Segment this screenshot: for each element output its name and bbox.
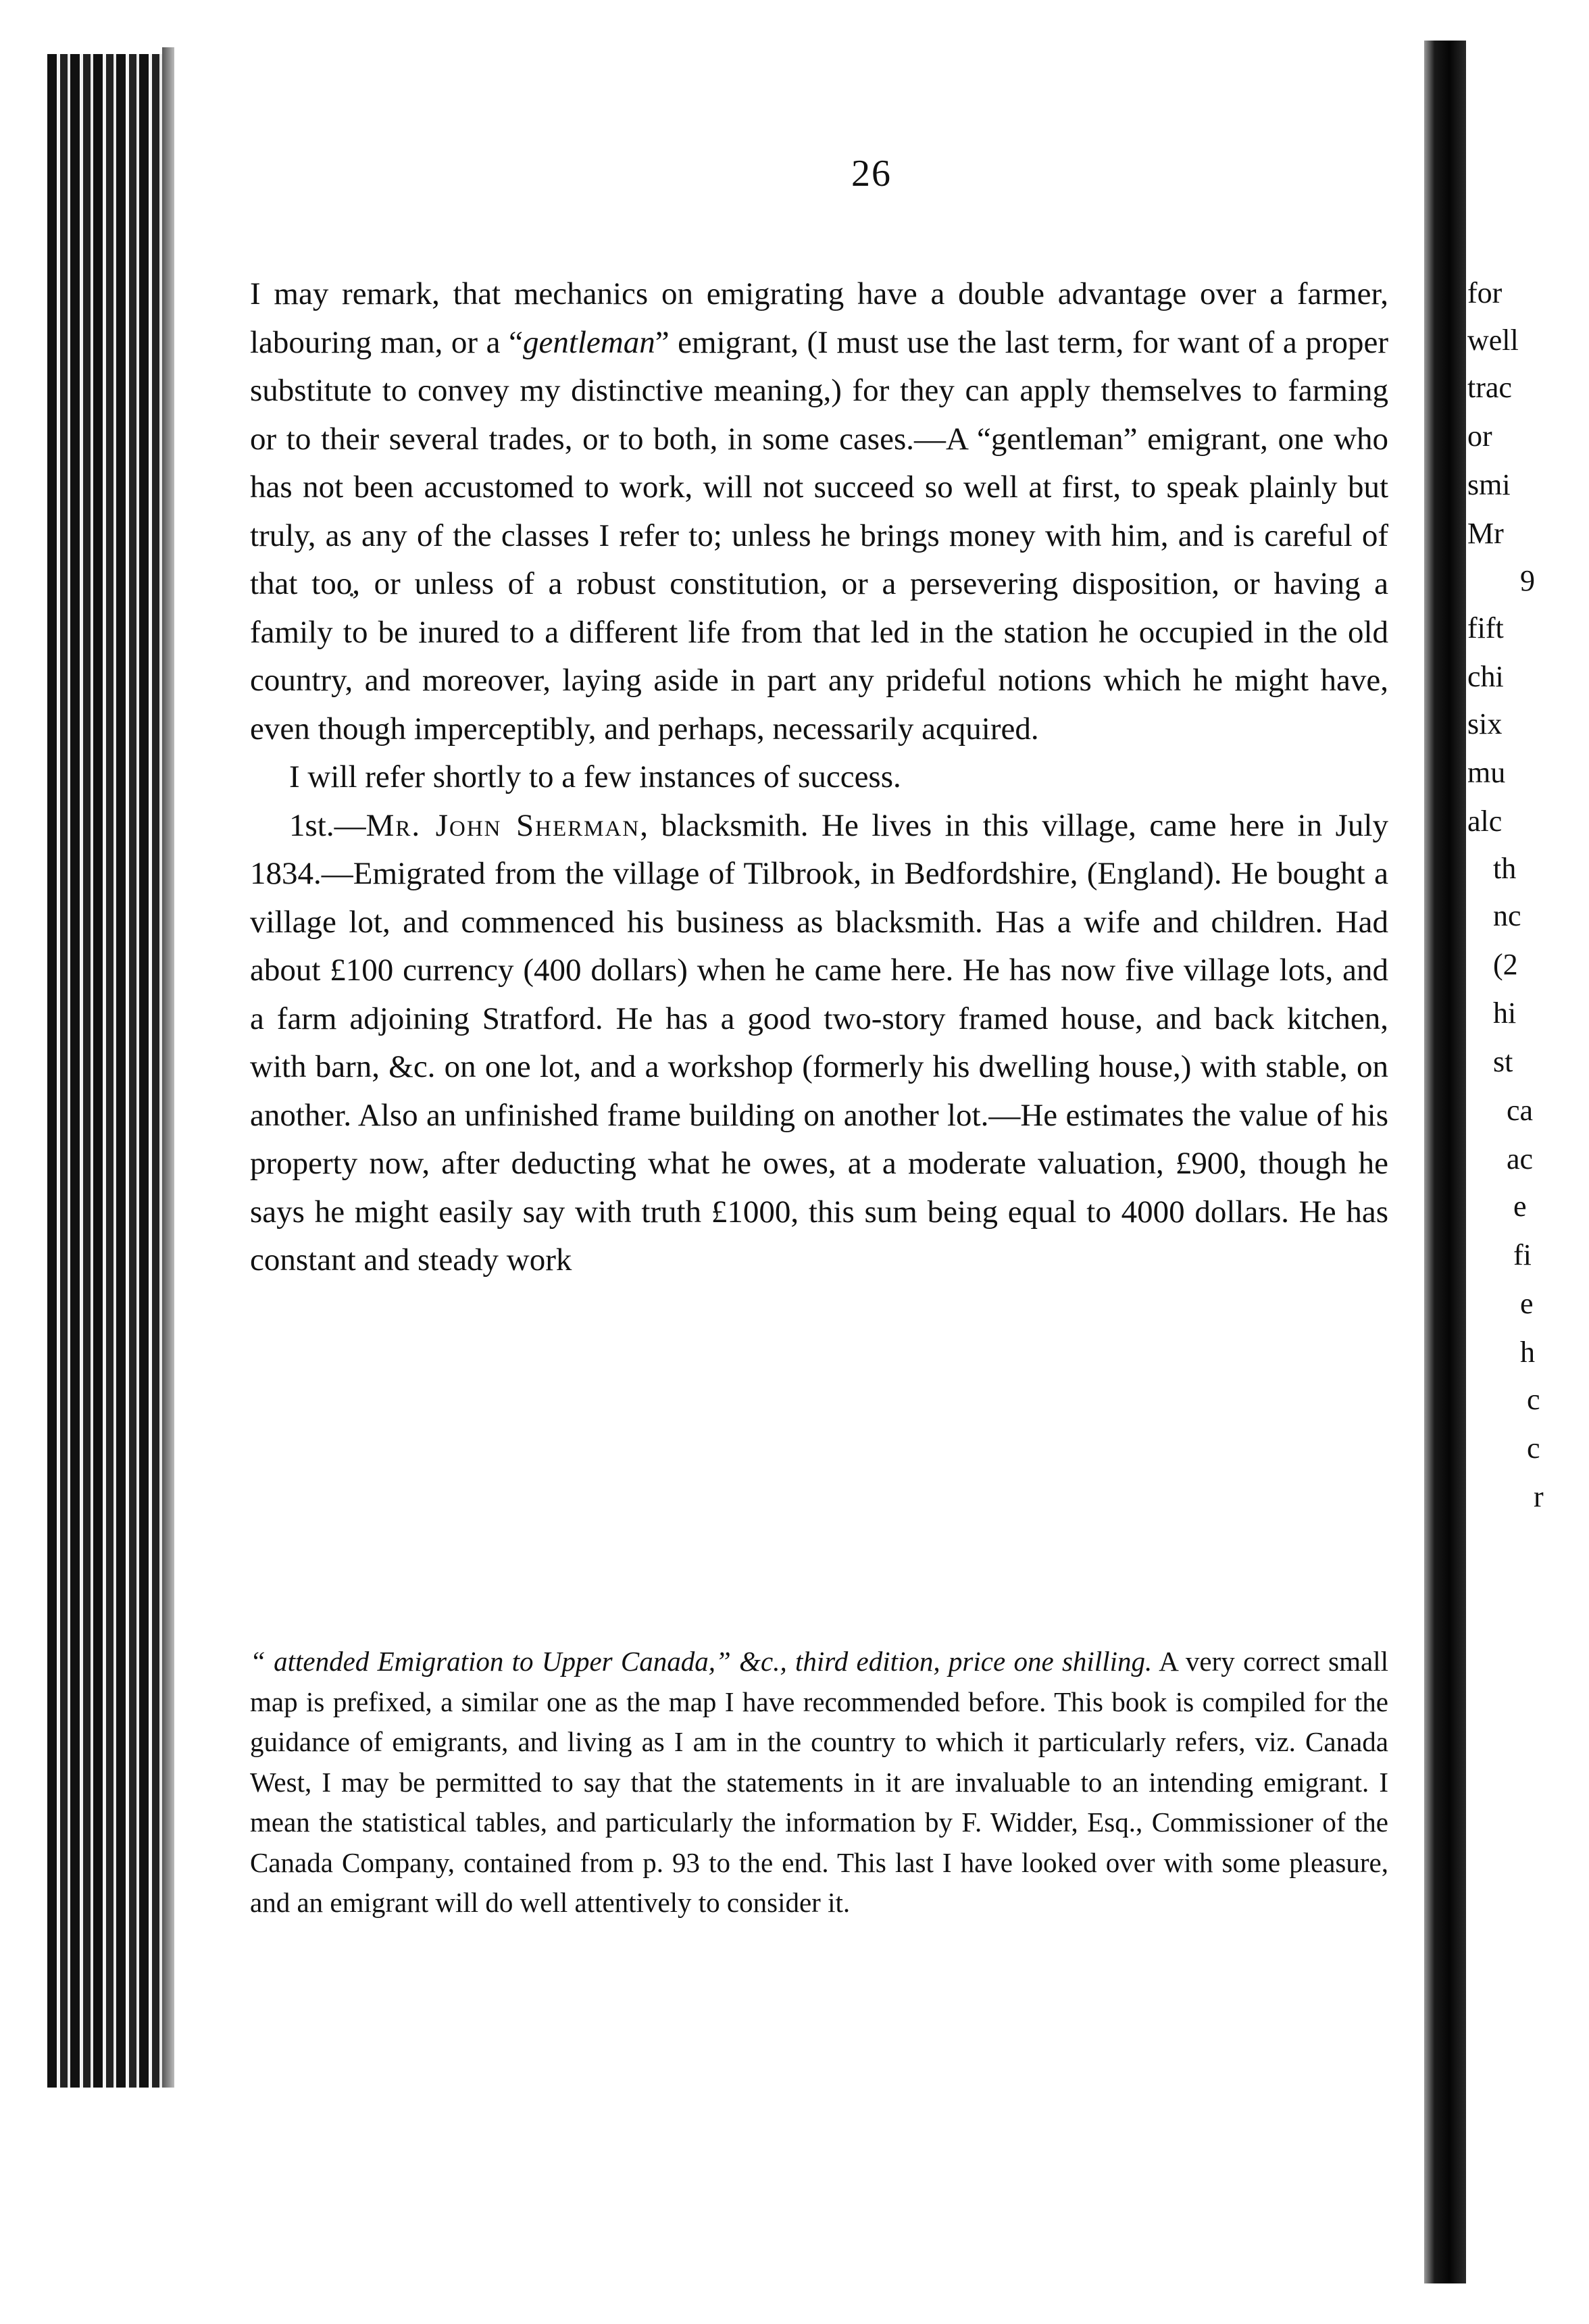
footnote-text: A very correct small map is prefixed, a similar one as the map I have recommended before. This book is compiled for the guidance of emigrants, and living as I am in the country to which it particularly refers, viz. Canada West, I may be permitted to say that the statements in it are invaluable to an intending emigrant. I mean the statistical tables, and particularly the information by F. Widder, Esq., Commissioner of the Canada Company, contained from p. 93 to the end. This last I have looked over with some pleasure, and an emigrant will do well attentively to consider it.	[250, 1646, 1388, 1918]
body-text	[250, 270, 1388, 1285]
facing-line: c	[1527, 1383, 1540, 1416]
facing-line: chi	[1467, 660, 1504, 693]
facing-page	[1466, 0, 1589, 2324]
facing-line: or	[1467, 420, 1492, 453]
facing-line: e	[1520, 1287, 1534, 1320]
paragraph-sherman: 1st.—Mr. John Sherman, blacksmith. He lives in this village, came here in July 1834.—Emigrated from the village of Tilbrook, in Bedfordshire, (England). He bought a village lot, and commenced his business as blacksmith. Has a wife and children. Had about £100 currency (400 dollars) when he came here. He has now five village lots, and a farm adjoining Stratford. He has a good two-story framed house, and back kitchen, with barn, &c. on one lot, and a workshop (formerly his dwelling house,) with stable, on another. Also an unfinished frame building on another lot.—He estimates the value of his property now, after deducting what he owes, at a moderate valuation, £900, though he says he might easily say with truth £1000, this sum being equal to 4000 dollars. He has constant and steady work	[250, 807, 1388, 1278]
paragraph-instances: I will refer shortly to a few instances of success.	[289, 759, 901, 794]
facing-line: fi	[1513, 1238, 1532, 1271]
footnote-title: “ attended Emigration to Upper Canada,” &c., third edition, price one shilling.	[250, 1646, 1153, 1677]
page-number: 26	[851, 153, 892, 195]
facing-line: r	[1534, 1480, 1544, 1513]
facing-line: alc	[1467, 805, 1503, 838]
paragraph-mechanics: I may remark, that mechanics on emigrating have a double advantage over a farmer, labouring man, or a “gentleman” emigrant, (I must use the last term, for want of a proper substitute to convey my distinctive meaning,) for they can apply themselves to farming or to their several trades, or to both, in some cases.—A “gentleman” emigrant, one who has not been accustomed to work, will not succeed so well at first, to speak plainly but truly, as any of the classes I refer to; unless he brings money with him, and is careful of that too, or unless of a robust constitution, or a persevering disposition, or having a family to be inured to a different life from that led in the station he occupied in the old country, and moreover, laying aside in part any prideful notions which he might have, even though imperceptibly, and perhaps, necessarily acquired.	[250, 276, 1388, 747]
facing-line: e	[1513, 1190, 1527, 1223]
facing-line: six	[1467, 707, 1503, 740]
footnote	[250, 1642, 1388, 1923]
facing-line: well	[1467, 324, 1519, 357]
facing-line: nc	[1493, 899, 1521, 932]
person-name: Mr. John Sherman	[365, 807, 640, 843]
page-shadow	[162, 47, 174, 2088]
facing-line: Mr	[1467, 517, 1504, 550]
facing-line: ac	[1507, 1142, 1534, 1176]
facing-line: 9	[1520, 564, 1535, 597]
facing-line: st	[1493, 1045, 1513, 1078]
facing-line: (2	[1493, 948, 1518, 981]
facing-line: hi	[1493, 996, 1517, 1030]
facing-line: h	[1520, 1336, 1535, 1369]
facing-line: th	[1493, 852, 1517, 885]
facing-line: smi	[1467, 468, 1511, 501]
facing-line: ca	[1507, 1094, 1534, 1127]
facing-line: mu	[1467, 756, 1506, 789]
facing-line: trac	[1467, 371, 1512, 404]
facing-line: for	[1467, 276, 1503, 309]
book-gutter	[1424, 41, 1466, 2283]
facing-line: c	[1527, 1432, 1540, 1465]
facing-line: fift	[1467, 611, 1504, 645]
book-left-edge	[47, 54, 162, 2088]
